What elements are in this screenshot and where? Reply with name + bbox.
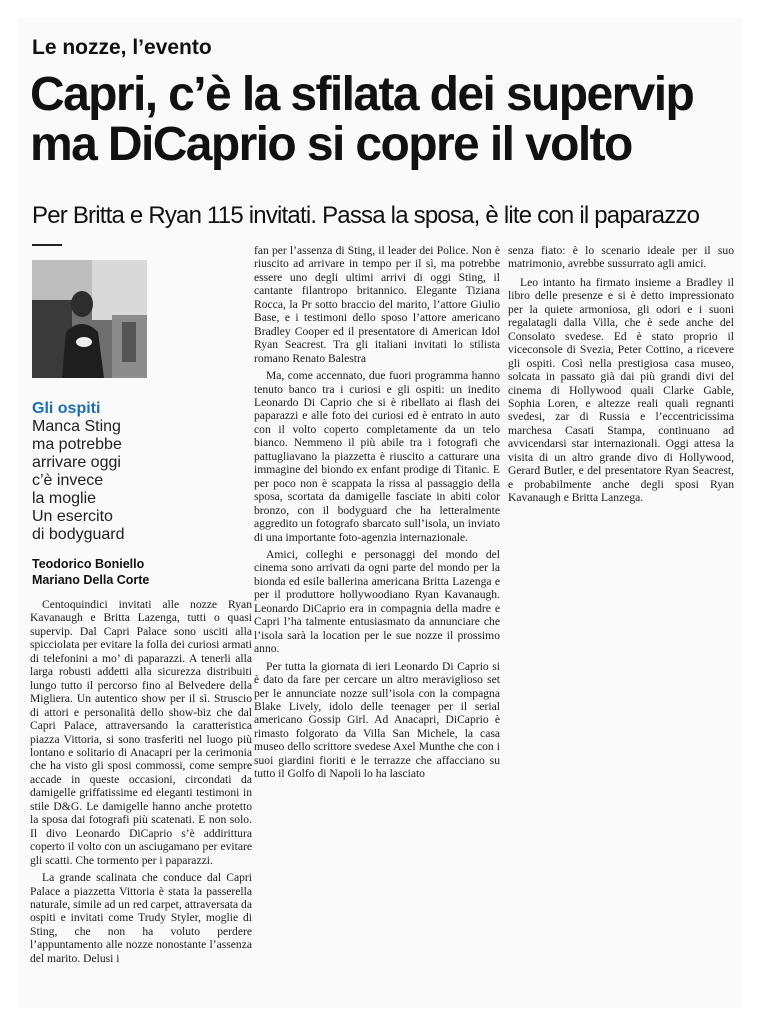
- article-headline: Capri, c’è la sfilata dei supervip ma DiCaprio si copre il volto: [30, 68, 694, 171]
- paragraph: Leo intanto ha firmato insieme a Bradley il libro delle presenze e si è detto impressionato per la quiete armoniosa, gli odori e i suoni regalatagli dalla Villa, che è sede anche del Consolato svedese. Ed è stato proprio il viceconsole di Svezia, Peter Cottino, a ricevere gli ospiti. Così nella prestigiosa casa museo, solcata in passato già dai più grandi divi del cinema di Hollywood quali Clarke Gable, Sophia Loren, e altezze reali quali regnanti svedesi, zar di Russia e l’eccentricissima marchesa Casati Stampa, continuano ad avvicendarsi star internazionali. Oggi attesa la visita di un altro grande divo di Hollywood, Gerard Butler, e del presentatore Ryan Seacrest, e probabilmente anche degli sposi Ryan Kavanaugh e Britta Lanzega.: [508, 275, 734, 505]
- paragraph: senza fiato: è lo scenario ideale per il suo matrimonio, avrebbe sussurrato agli amici.: [508, 244, 734, 271]
- photo-image: [32, 260, 147, 378]
- newspaper-page: [18, 18, 742, 1008]
- byline-author-2: Mariano Della Corte: [32, 573, 150, 587]
- article-photo: [32, 260, 147, 378]
- caption-title: Gli ospiti: [32, 400, 101, 417]
- paragraph: fan per l’assenza di Sting, il leader dei Police. Non è riuscito ad arrivare in tempo per il sì, ma potrebbe essere uno degli ultimi arrivi di oggi Sting, il cantante filantropo britannico. Elegante Tiziana Rocca, la Pr sotto braccio del marito, l’attore Giulio Base, e i testimoni dello sposo l’attore americano Bradley Cooper ed il presentatore di American Idol Ryan Seacrest. Tra gli italiani invitati lo stilista romano Renato Balestra: [254, 244, 500, 365]
- paragraph: Per tutta la giornata di ieri Leonardo Di Caprio si è dato da fare per cercare un altro meraviglioso set per le annunciate nozze sull’isola con la compagna Blake Lively, idolo delle teenager per il serial americano Gossip Girl. Ad Anacapri, DiCaprio è rimasto folgorato da Villa San Michele, la casa museo dello scrittore svedese Axel Munthe che con i suoi giardini fioriti e le terrazze che affacciano su tutto il Golfo di Napoli lo ha lasciato: [254, 659, 500, 781]
- paragraph: La grande scalinata che conduce dal Capri Palace a piazzetta Vittoria è stata la passerella naturale, simile ad un red carpet, attraversata da ospiti e invitati come Trudy Styler, moglie di Sting, che non ha voluto perdere l’appuntamento alle nozze nonostante l’assenza del marito. Delusi i: [30, 871, 252, 965]
- text-column-1: [30, 598, 252, 969]
- text-column-2: [254, 244, 500, 785]
- caption-text: Manca Sting ma potrebbe arrivare oggi c’è invece la moglie Un esercito di bodyguard: [32, 418, 125, 543]
- paragraph: Ma, come accennato, due fuori programma hanno tenuto banco tra i curiosi e gli ospiti: un inedito Leonardo Di Caprio che si è ribellato ai flash dei paparazzi e alle foto dei curiosi ed è entrato in auto con il volto coperto completamente da un telo bianco. Nemmeno il più abile tra i fotografi che pattugliavano la piazzetta è riuscito a catturare una immagine del biondo ex enfant prodige di Titanic. E per poco non è scappata la rissa al passaggio della sposa, scortata da damigelle fasciate in abiti color bronzo, con il bodyguard che ha letteralmente aggredito un fotografo sbarcato sull’isola, un inviato di una importante foto-agenzia internazionale.: [254, 369, 500, 544]
- article-kicker: Le nozze, l’evento: [32, 36, 212, 59]
- paragraph: Centoquindici invitati alle nozze Ryan Kavanaugh e Britta Lazenga, tutti o quasi supervip. Dal Capri Palace sono usciti alla spicciolata per evitare la folla dei curiosi armati di telefonini a mo’ di paparazzi. A tenerli alla larga robusti addetti alla sicurezza distribuiti lungo tutto il percorso fino al Belvedere della Migliera. Un autentico show per il sì. Struscio di attori e personalità dello show-biz che dal Capri Palace, attraversando la caratteristica piazza Vittoria, si sono trasferiti nel luogo più lontano e solitario di Anacapri per la cerimonia che ha visto gli sposi commossi, come sempre accade in queste occasioni, circondati da damigelle griffatissime ed eleganti testimoni in stile D&G. Le damigelle hanno anche protetto la sposa dai fotografi più scatenati. E non solo. Il divo Leonardo DiCaprio s’è addirittura coperto il volto con un asciugamano per evitare gli scatti. Che tormento per i paparazzi.: [30, 598, 252, 867]
- article-subheadline: Per Britta e Ryan 115 invitati. Passa la sposa, è lite con il paparazzo: [32, 202, 700, 229]
- section-divider: [32, 244, 62, 246]
- text-column-3: [508, 244, 734, 510]
- paragraph: Amici, colleghi e personaggi del mondo del cinema sono arrivati da ogni parte del mondo per la bionda ed esile ballerina americana Britta Lazenga e per il produttore hollywoodiano Ryan Kavanaugh. Leonardo DiCaprio era in compagnia della madre e Capri l’ha talmente entusiasmato da annunciare che l’isola sarà la location per le sue nozze il prossimo anno.: [254, 547, 500, 656]
- byline-author-1: Teodorico Boniello: [32, 557, 145, 571]
- byline: [32, 556, 149, 588]
